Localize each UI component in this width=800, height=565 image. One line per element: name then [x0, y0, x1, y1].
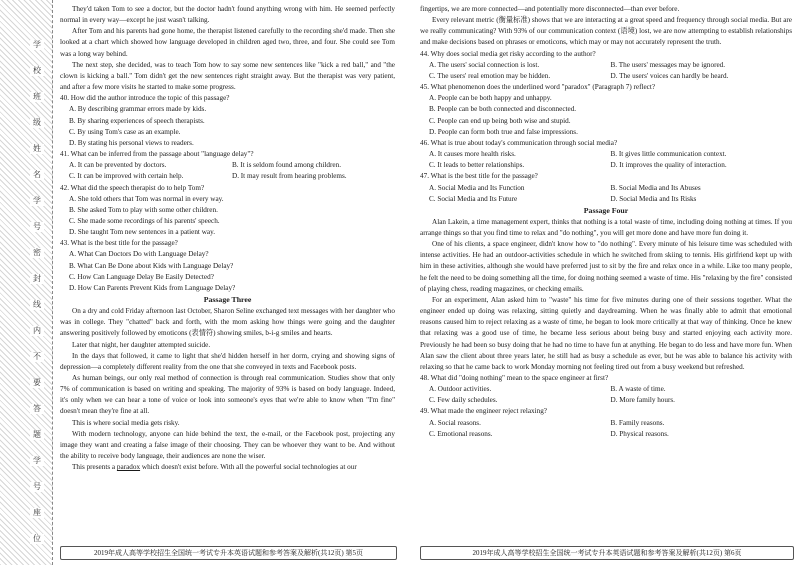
paragraph: With modern technology, anyone can hide behind the text, the e-mail, or the Facebook post, projecting any image they want and creating a false image of their choosing. They can be whoever they want to be. And without the ability to receive body language, their audiences are none the wiser. — [60, 429, 395, 461]
paragraph: For an experiment, Alan asked him to "waste" his time for five minutes during one of their sessions together. What the engineer ended up doing was relaxing, sitting quietly and daydreaming. When he was finally able to admit that emotional reasons caused him to reject relaxing as a waste of time, he began to look more critically at that way of thinking. Once he knew that relaxing was a good use of time, he became less serious about being busy and started enjoying each activity more. Previously he had been so busy doing that he had no time to have fun at anything. He began to do less and have more fun. When Alan saw the client about three years later, he still had as busy a schedule as ever, but he was able to balance his activity with relaxing so that he came back to work Monday morning not feeling tired out from a busy weekend but refreshed. — [420, 295, 792, 371]
question-47: 47. What is the best title for the passage? — [420, 172, 538, 181]
option: B. She asked Tom to play with some other children. — [69, 205, 218, 214]
option: B. The users' messages may be ignored. — [610, 60, 726, 69]
option: B. It gives little communication context. — [610, 150, 727, 159]
option-row — [420, 149, 792, 160]
binding-label: 级 — [30, 118, 44, 128]
option-row — [60, 160, 395, 171]
binding-label: 号 — [30, 222, 44, 232]
option: A. It can be prevented by doctors. — [69, 161, 167, 170]
paragraph: This is where social media gets risky. — [72, 418, 180, 427]
option-row — [420, 418, 792, 429]
passage-heading: Passage Three — [203, 295, 252, 305]
question-42: 42. What did the speech therapist do to help Tom? — [60, 183, 205, 192]
paragraph: In the days that followed, it came to light that she'd hidden herself in her dorm, crying and showing signs of depression—a completely different reality from the one that she conveyed in texts and Facebook posts. — [60, 351, 395, 371]
question-45: 45. What phenomenon does the underlined word "paradox" (Paragraph 7) reflect? — [420, 83, 656, 92]
binding-label: 内 — [30, 326, 44, 336]
option: D. She taught Tom new sentences in a patient way. — [69, 228, 216, 237]
option: A. Social reasons. — [429, 418, 481, 427]
option: C. By using Tom's case as an example. — [69, 127, 181, 136]
binding-label: 要 — [30, 378, 44, 388]
binding-label: 封 — [30, 274, 44, 284]
binding-label: 密 — [30, 248, 44, 258]
question-44: 44. Why does social media get risky according to the author? — [420, 49, 596, 58]
paragraph: As human beings, our only real method of connection is through real communication. Studies show that only 7% of communication is based on writing and speaking. The majority of 93% is based on body language. Indeed, it's only when we can hear a tone of voice or look into someone's eyes that we're able to know when "I'm fine" doesn't mean they're fine at all. — [60, 374, 395, 416]
paragraph: fingertips, we are more connected—and potentially more disconnected—than ever before. — [420, 5, 680, 13]
binding-label: 名 — [30, 170, 44, 180]
option-row — [420, 194, 792, 205]
option: B. It is seldom found among children. — [232, 161, 341, 170]
question-40: 40. How did the author introduce the topic of this passage? — [60, 94, 230, 103]
option-row — [420, 395, 792, 406]
option: D. More family hours. — [610, 396, 675, 405]
option: C. Social Media and Its Future — [429, 194, 518, 203]
option: D. It may result from hearing problems. — [232, 172, 347, 181]
option-row — [420, 384, 792, 395]
paragraph: Every relevant metric (衡量标准) shows that we are interacting at a great speed and frequency through social media. But are we really communicating? With 93% of our communication context (语境) lost, we are now attempting to establish relationships and make decisions based on phrases or emoticons, which may or may not accurately represent the truth. — [420, 16, 792, 47]
binding-label: 答 — [30, 404, 44, 414]
option: C. Emotional reasons. — [429, 429, 493, 438]
passage-heading: Passage Four — [583, 205, 629, 215]
option: C. People can end up being both wise and stupid. — [429, 116, 571, 125]
option: C. Few daily schedules. — [429, 396, 498, 405]
option: A. The users' social connection is lost. — [429, 60, 540, 69]
option: D. Social Media and Its Risks — [610, 194, 697, 203]
option: C. It leads to better relationships. — [429, 161, 525, 170]
question-49: 49. What made the engineer reject relaxing? — [420, 407, 547, 416]
option-row — [420, 71, 792, 82]
option: B. What Can Be Done about Kids with Language Delay? — [69, 261, 234, 270]
option-row — [420, 429, 792, 440]
option: D. Physical reasons. — [610, 429, 669, 438]
option: C. How Can Language Delay Be Easily Detected? — [69, 272, 214, 281]
option: A. Outdoor activities. — [429, 385, 492, 394]
option-row — [420, 60, 792, 71]
binding-label: 校 — [30, 66, 44, 76]
option: B. People can be both connected and disconnected. — [429, 105, 577, 114]
paragraph — [60, 462, 395, 473]
option: A. Social Media and Its Function — [429, 183, 525, 192]
option: C. It can be improved with certain help. — [69, 172, 184, 181]
text: which doesn't exist before. With all the powerful social technologies at our — [140, 463, 357, 472]
paragraph: Alan Lakein, a time management expert, thinks that nothing is a total waste of time, including doing nothing at times. If you arrange things so that you find time to relax and "do nothing", you will get more done and have more fun doing it. — [420, 217, 792, 237]
option: D. It improves the quality of interaction. — [610, 161, 727, 170]
option: B. Social Media and Its Abuses — [610, 183, 701, 192]
footer-page-6: 2019年成人高等学校招生全国统一考试专升本英语试题和参考答案及解析(共12页) 第6页 — [420, 546, 794, 560]
page-6 — [420, 4, 792, 539]
footer-page-5: 2019年成人高等学校招生全国统一考试专升本英语试题和参考答案及解析(共12页) 第5页 — [60, 546, 397, 560]
option: D. By stating his personal views to readers. — [69, 138, 194, 147]
option-row — [60, 171, 395, 182]
option: D. How Can Parents Prevent Kids from Language Delay? — [69, 283, 236, 292]
binding-label: 学 — [30, 40, 44, 50]
binding-label: 班 — [30, 92, 44, 102]
option: A. By describing grammar errors made by kids. — [69, 105, 207, 114]
binding-strip — [0, 0, 53, 565]
paragraph: One of his clients, a space engineer, didn't know how to "do nothing". Every minute of his leisure time was scheduled with intense activities. He had an outdoor-activities schedule in which he switched from skiing to tennis. His girlfriend kept up with him in these activities, although she would have preferred just to sit by the fire and relax once in a while. Like too many people, he felt the need to be doing something all the time, for doing nothing seemed a waste of time. His "relaxing by the fire" consisted of playing chess, reading magazines, or checking emails. — [420, 240, 792, 293]
binding-label: 题 — [30, 430, 44, 440]
binding-label: 学 — [30, 456, 44, 466]
option: B. A waste of time. — [610, 385, 666, 394]
binding-label: 不 — [30, 352, 44, 362]
question-48: 48. What did "doing nothing" mean to the space engineer at first? — [420, 374, 609, 382]
option: A. She told others that Tom was normal in every way. — [69, 194, 224, 203]
text: This presents a — [72, 463, 117, 472]
option: C. She made some recordings of his parents' speech. — [69, 216, 220, 225]
option-row — [420, 160, 792, 171]
option: A. It causes more health risks. — [429, 150, 516, 159]
question-41: 41. What can be inferred from the passage about "language delay"? — [60, 150, 254, 159]
option: A. People can be both happy and unhappy. — [429, 94, 552, 103]
binding-label: 学 — [30, 196, 44, 206]
binding-label: 号 — [30, 482, 44, 492]
option: C. The users' real emotion may be hidden. — [429, 71, 551, 80]
binding-label: 姓 — [30, 144, 44, 154]
question-46: 46. What is true about today's communication through social media? — [420, 138, 618, 147]
question-43: 43. What is the best title for the passage? — [60, 239, 178, 248]
paragraph: They'd taken Tom to see a doctor, but the doctor hadn't found anything wrong with him. He seemed perfectly normal in every way—except he just wasn't talking. — [60, 5, 395, 25]
binding-labels — [30, 0, 44, 565]
underlined-word: paradox — [116, 463, 141, 472]
paragraph: The next step, she decided, was to teach Tom how to say some new sentences like "kick a red ball," and "the clown is kicking a ball." Tom didn't get the new sentences right straight away. But the therapist was very patient, and after a few more visits he started to make some progress. — [60, 60, 395, 92]
binding-label: 位 — [30, 534, 44, 544]
paragraph: Later that night, her daughter attempted suicide. — [72, 340, 211, 349]
paragraph: After Tom and his parents had gone home, the therapist listened carefully to the recording she'd made. Then she looked at a chart which showed how language developed in children aged two, three, and four. She could see Tom was a long way behind. — [60, 27, 395, 58]
option: D. The users' voices can hardly be heard. — [610, 71, 729, 80]
binding-label: 线 — [30, 300, 44, 310]
binding-label: 座 — [30, 508, 44, 518]
paragraph: On a dry and cold Friday afternoon last October, Sharon Seline exchanged text messages with her daughter who was in college. They "chatted" back and forth, with the mom asking how things were going and the daughter answering positively followed by emoticons (表情符) showing smiles, b-i-g smiles and hearts. — [60, 307, 395, 338]
page-5 — [60, 4, 395, 539]
option: B. Family reasons. — [610, 418, 665, 427]
option: D. People can form both true and false impressions. — [429, 127, 578, 136]
option: B. By sharing experiences of speech therapists. — [69, 116, 205, 125]
option: A. What Can Doctors Do with Language Delay? — [69, 250, 209, 259]
option-row — [420, 183, 792, 194]
